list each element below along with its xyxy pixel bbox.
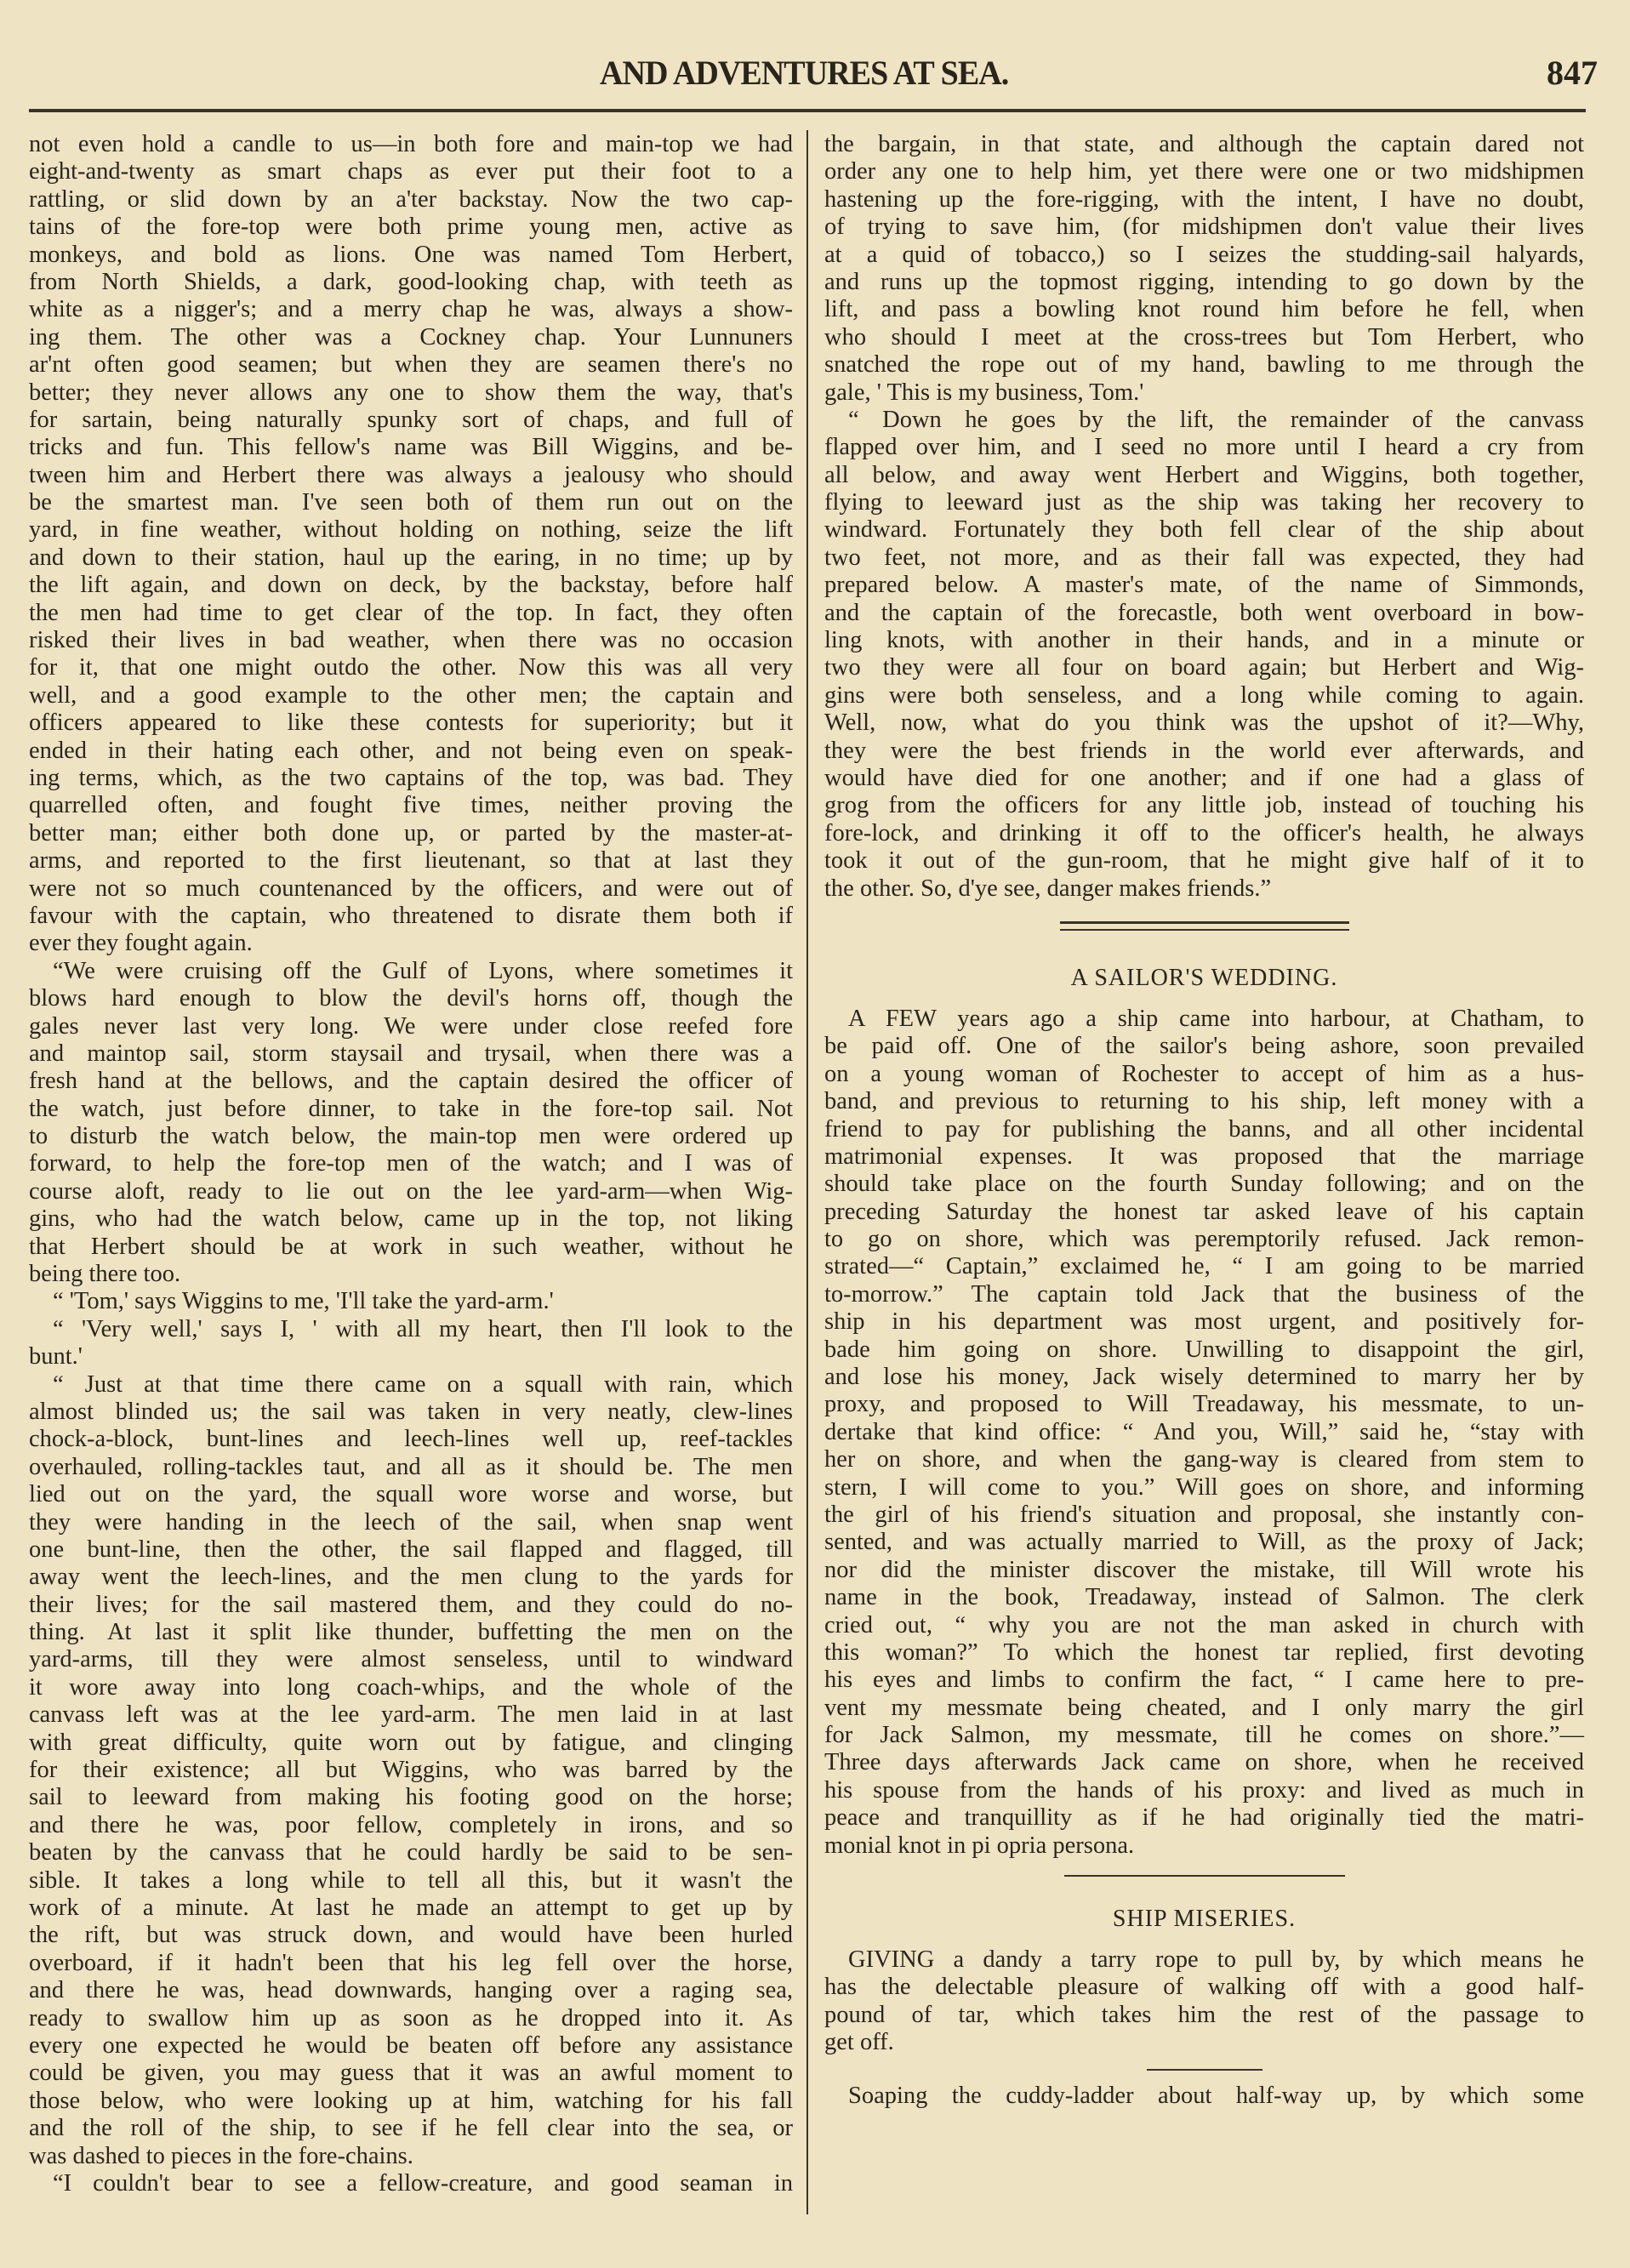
text-line: and lose his money, Jack wisely determined to marry her by: [824, 1364, 1584, 1391]
text-line: GIVING a dandy a tarry rope to pull by, by which means he: [848, 1946, 1584, 1974]
running-title: AND ADVENTURES AT SEA.: [600, 54, 1009, 92]
text-line: from North Shields, a dark, good-looking chap, with teeth as: [29, 268, 793, 295]
text-line: “ 'Very well,' says I, ' with all my heart, then I'll look to the: [53, 1315, 793, 1342]
text-line: the lift again, and down on deck, by the backstay, before half: [29, 572, 793, 599]
text-line: yard-arms, till they were almost senseless, until to windward: [29, 1646, 793, 1673]
text-line: quarrelled often, and fought five times, neither proving the: [29, 792, 793, 819]
text-line: overhauled, rolling-tackles taut, and all as it should be. The men: [29, 1453, 793, 1480]
text-line: should take place on the fourth Sunday following; and on the: [824, 1171, 1584, 1198]
text-line: every one expected he would be beaten off before any assistance: [29, 2032, 793, 2059]
text-line: “ Just at that time there came on a squall with rain, which: [53, 1370, 793, 1398]
sailors-wedding-body: [824, 1006, 1584, 1860]
text-line: monkeys, and bold as lions. One was named Tom Herbert,: [29, 241, 793, 268]
text-line: the rift, but was struck down, and would have been hurled: [29, 1922, 793, 1949]
section-double-rule: [1060, 921, 1349, 931]
text-line: bunt.': [29, 1343, 83, 1370]
text-line: stern, I will come to you.” Will goes on shore, and informing: [824, 1473, 1584, 1501]
text-line: was dashed to pieces in the fore-chains.: [29, 2142, 413, 2169]
text-line: A FEW years ago a ship came into harbour, at Chatham, to: [848, 1005, 1584, 1032]
story-conclusion: [824, 131, 1584, 903]
text-line: Well, now, what do you think was the upshot of it?—Why,: [824, 709, 1584, 737]
text-line: to go on shore, which was peremptorily refused. Jack remon-: [824, 1226, 1584, 1253]
text-line: their lives; for the sail mastered them, and they could do no-: [29, 1591, 793, 1618]
paragraph: [824, 2083, 1584, 2110]
text-line: tains of the fore-top were both prime young men, active as: [29, 214, 793, 241]
header-rule: [29, 109, 1586, 112]
paragraph: [29, 131, 793, 958]
text-line: windward. Fortunately they both fell clear of the ship about: [824, 516, 1584, 544]
text-line: flapped over him, and I seed no more until I heard a cry from: [824, 434, 1584, 461]
text-line: his eyes and limbs to confirm the fact, “ I came here to pre-: [824, 1667, 1584, 1694]
text-line: forward, to help the fore-top men of the watch; and I was of: [29, 1150, 793, 1177]
text-line: all below, and away went Herbert and Wiggins, both together,: [824, 461, 1584, 488]
text-line: matrimonial expenses. It was proposed that the marriage: [824, 1143, 1584, 1170]
text-line: Three days afterwards Jack came on shore, when he received: [824, 1749, 1584, 1776]
text-line: sible. It takes a long while to tell all this, but it wasn't the: [29, 1866, 793, 1894]
text-line: thing. At last it split like thunder, buffetting the men on the: [29, 1619, 793, 1646]
text-line: for their existence; all but Wiggins, who was barred by the: [29, 1757, 793, 1784]
text-line: who should I meet at the cross-trees but Tom Herbert, who: [824, 323, 1584, 350]
text-line: “ 'Tom,' says Wiggins to me, 'I'll take the yard-arm.': [53, 1288, 554, 1315]
text-line: ready to swallow him up as soon as he dropped into it. As: [29, 2004, 793, 2032]
text-line: fore-lock, and drinking it off to the officer's health, he always: [824, 819, 1584, 846]
text-line: arms, and reported to the first lieutenant, so that at last they: [29, 847, 793, 875]
right-column: [824, 131, 1584, 2110]
text-line: the watch, just before dinner, to take in the fore-top sail. Not: [29, 1095, 793, 1122]
text-line: snatched the rope out of my hand, bawling to me through the: [824, 351, 1584, 379]
paragraph: [29, 1316, 793, 1371]
text-line: grog from the officers for any little job, instead of touching his: [824, 792, 1584, 819]
text-line: tricks and fun. This fellow's name was Bill Wiggins, and be-: [29, 434, 793, 461]
text-line: “We were cruising off the Gulf of Lyons, where sometimes it: [53, 957, 793, 984]
text-line: order any one to help him, yet there were one or two midshipmen: [824, 158, 1584, 185]
text-line: and the captain of the forecastle, both went overboard in bow-: [824, 599, 1584, 626]
section-title-ship-miseries: SHIP MISERIES.: [1112, 1906, 1297, 1933]
item-separator-rule: [1147, 2069, 1262, 2071]
text-line: ling knots, with another in their hands, and in a minute or: [824, 627, 1584, 654]
text-line: nor did the minister discover the mistake, till Will wrote his: [824, 1556, 1584, 1583]
text-line: this woman?” To which the honest tar replied, first devoting: [824, 1638, 1584, 1666]
text-line: took it out of the gun-room, that he might give half of it to: [824, 847, 1584, 875]
text-line: canvass left was at the lee yard-arm. The men laid in at last: [29, 1701, 793, 1729]
column-divider: [806, 130, 808, 2214]
text-line: hastening up the fore-rigging, with the intent, I have no doubt,: [824, 185, 1584, 213]
text-line: not even hold a candle to us—in both fore and main-top we had: [29, 131, 793, 157]
page-number: 847: [1547, 54, 1598, 92]
text-line: preceding Saturday the honest tar asked leave of his captain: [824, 1198, 1584, 1225]
text-line: ended in their hating each other, and not being even on speak-: [29, 737, 793, 764]
text-line: were not so much countenanced by the officers, and were out of: [29, 875, 793, 902]
paragraph: [29, 1371, 793, 2170]
text-line: dertake that kind office: “ And you, Will,” said he, “stay with: [824, 1418, 1584, 1445]
text-line: gale, ' This is my business, Tom.': [824, 379, 1144, 406]
left-column: [29, 131, 793, 2197]
text-line: could be given, you may guess that it was an awful moment to: [29, 2060, 793, 2087]
text-line: to-morrow.” The captain told Jack that the business of the: [824, 1280, 1584, 1308]
text-line: for it, that one might outdo the other. Now this was all very: [29, 654, 793, 681]
text-line: and there he was, head downwards, hanging over a raging sea,: [29, 1977, 793, 2004]
text-line: with great difficulty, quite worn out by fatigue, and clinging: [29, 1729, 793, 1756]
text-line: “I couldn't bear to see a fellow-creature, and good seaman in: [53, 2169, 793, 2197]
text-line: yard, in fine weather, without holding on nothing, seize the lift: [29, 516, 793, 544]
text-line: one bunt-line, then the other, the sail flapped and flagged, till: [29, 1536, 793, 1563]
text-line: ship in his department was most urgent, and positively for-: [824, 1308, 1584, 1336]
text-line: sail to leeward from making his footing good on the horse;: [29, 1784, 793, 1811]
text-line: sented, and was actually married to Will, as the proxy of Jack;: [824, 1529, 1584, 1556]
text-line: and the roll of the ship, to see if he fell clear into the sea, or: [29, 2115, 793, 2142]
text-line: for Jack Salmon, my messmate, till he comes on shore.”—: [824, 1722, 1584, 1749]
text-line: for sartain, being naturally spunky sort of chaps, and full of: [29, 406, 793, 433]
text-line: they were handing in the leech of the sail, when snap went: [29, 1508, 793, 1536]
text-line: ever they fought again.: [29, 930, 253, 957]
paragraph: [29, 1288, 793, 1315]
text-line: at a quid of tobacco,) so I seizes the studding-sail halyards,: [824, 241, 1584, 268]
text-line: those below, who were looking up at him, watching for his fall: [29, 2087, 793, 2114]
text-line: course aloft, ready to lie out on the lee yard-arm—when Wig-: [29, 1177, 793, 1205]
text-line: and runs up the topmost rigging, intending to go down by the: [824, 268, 1584, 295]
text-line: be the smartest man. I've seen both of them run out on the: [29, 489, 793, 516]
text-line: beaten by the canvass that he could hardly be said to be sen-: [29, 1839, 793, 1866]
text-line: monial knot in pi opria persona.: [824, 1832, 1135, 1859]
section-title-sailors-wedding: A SAILOR'S WEDDING.: [1070, 964, 1338, 991]
text-line: band, and previous to returning to his ship, left money with a: [824, 1088, 1584, 1115]
text-line: officers appeared to like these contests for superiority; but it: [29, 709, 793, 737]
text-line: eight-and-twenty as smart chaps as ever put their foot to a: [29, 158, 793, 185]
text-line: gins were both senseless, and a long while coming to again.: [824, 681, 1584, 709]
text-line: well, and a good example to the other men; the captain and: [29, 681, 793, 709]
text-line: favour with the captain, who threatened to disrate them both if: [29, 902, 793, 929]
text-line: that Herbert should be at work in such weather, without he: [29, 1233, 793, 1260]
text-line: has the delectable pleasure of walking off with a good half-: [824, 1974, 1584, 2001]
text-line: prepared below. A master's mate, of the name of Simmonds,: [824, 572, 1584, 599]
text-line: almost blinded us; the sail was taken in very neatly, clew-lines: [29, 1398, 793, 1425]
text-line: gales never last very long. We were under close reefed fore: [29, 1012, 793, 1040]
paragraph: [824, 1946, 1584, 2057]
text-line: ing terms, which, as the two captains of the top, was bad. They: [29, 764, 793, 791]
paragraph: [29, 2170, 793, 2197]
ship-miseries-body: [824, 1946, 1584, 2110]
text-line: lied out on the yard, the squall wore worse and worse, but: [29, 1481, 793, 1508]
text-line: friend to pay for publishing the banns, and all other incidental: [824, 1115, 1584, 1143]
text-line: name in the book, Treadaway, instead of Salmon. The clerk: [824, 1584, 1584, 1611]
text-line: away went the leech-lines, and the men clung to the yards for: [29, 1564, 793, 1591]
paragraph: [824, 1006, 1584, 1860]
text-line: the girl of his friend's situation and proposal, she instantly con-: [824, 1501, 1584, 1528]
text-line: chock-a-block, bunt-lines and leech-lines well up, reef-tackles: [29, 1426, 793, 1453]
text-line: strated—“ Captain,” exclaimed he, “ I am going to be married: [824, 1253, 1584, 1280]
text-line: work of a minute. At last he made an attempt to get up by: [29, 1895, 793, 1921]
text-line: and maintop sail, storm staysail and trysail, when there was a: [29, 1040, 793, 1067]
text-line: overboard, if it hadn't been that his leg fell over the horse,: [29, 1949, 793, 1976]
text-line: of trying to save him, (for midshipmen don't value their lives: [824, 214, 1584, 241]
text-line: fresh hand at the bellows, and the captain desired the officer of: [29, 1068, 793, 1095]
text-line: gins, who had the watch below, came up in the top, not liking: [29, 1205, 793, 1233]
text-line: tween him and Herbert there was always a jealousy who should: [29, 461, 793, 488]
text-line: lift, and pass a bowling knot round him before he fell, when: [824, 296, 1584, 323]
text-line: it wore away into long coach-whips, and the whole of the: [29, 1673, 793, 1701]
section-rule: [1064, 1875, 1345, 1877]
text-line: her on shore, and when the gang-way is cleared from stem to: [824, 1446, 1584, 1473]
text-line: on a young woman of Rochester to accept of him as a hus-: [824, 1060, 1584, 1087]
text-line: would have died for one another; and if one had a glass of: [824, 764, 1584, 791]
text-line: “ Down he goes by the lift, the remainder of the canvass: [848, 406, 1584, 433]
paragraph: [824, 407, 1584, 903]
text-line: pound of tar, which takes him the rest of the passage to: [824, 2001, 1584, 2028]
text-line: blows hard enough to blow the devil's horns off, though the: [29, 985, 793, 1012]
text-line: his spouse from the hands of his proxy: and lived as much in: [824, 1776, 1584, 1804]
text-line: rattling, or slid down by an a'ter backstay. Now the two cap-: [29, 185, 793, 213]
text-line: vent my messmate being cheated, and I only marry the girl: [824, 1694, 1584, 1721]
text-line: bade him going on shore. Unwilling to disappoint the girl,: [824, 1336, 1584, 1363]
text-line: being there too.: [29, 1261, 181, 1288]
text-line: ing them. The other was a Cockney chap. Your Lunnuners: [29, 323, 793, 350]
text-line: white as a nigger's; and a merry chap he was, always a show-: [29, 296, 793, 323]
text-line: the other. So, d'ye see, danger makes friends.”: [824, 875, 1272, 902]
paragraph: [29, 958, 793, 1289]
paragraph: [824, 131, 1584, 407]
text-line: peace and tranquillity as if he had originally tied the matri-: [824, 1804, 1584, 1832]
text-line: be paid off. One of the sailor's being ashore, soon prevailed: [824, 1033, 1584, 1060]
text-line: risked their lives in bad weather, when there was no occasion: [29, 627, 793, 654]
text-line: cried out, “ why you are not the man asked in church with: [824, 1611, 1584, 1638]
text-line: Soaping the cuddy-ladder about half-way up, by which some: [848, 2082, 1584, 2109]
text-line: the bargain, in that state, and although the captain dared not: [824, 131, 1584, 157]
text-line: and down to their station, haul up the earing, in no time; up by: [29, 544, 793, 571]
text-line: two they were all four on board again; but Herbert and Wig-: [824, 654, 1584, 681]
text-line: ar'nt often good seamen; but when they are seamen there's no: [29, 351, 793, 379]
text-line: get off.: [824, 2029, 894, 2056]
text-line: and there he was, poor fellow, completely in irons, and so: [29, 1811, 793, 1838]
text-line: to disturb the watch below, the main-top men were ordered up: [29, 1123, 793, 1150]
text-line: two feet, not more, and as their fall was expected, they had: [824, 544, 1584, 571]
text-line: better; they never allows any one to show them the way, that's: [29, 379, 793, 406]
text-line: better man; either both done up, or parted by the master-at-: [29, 819, 793, 846]
text-line: the men had time to get clear of the top. In fact, they often: [29, 599, 793, 626]
text-line: flying to leeward just as the ship was taking her recovery to: [824, 489, 1584, 516]
text-line: they were the best friends in the world ever afterwards, and: [824, 737, 1584, 764]
text-line: proxy, and proposed to Will Treadaway, his messmate, to un-: [824, 1391, 1584, 1418]
